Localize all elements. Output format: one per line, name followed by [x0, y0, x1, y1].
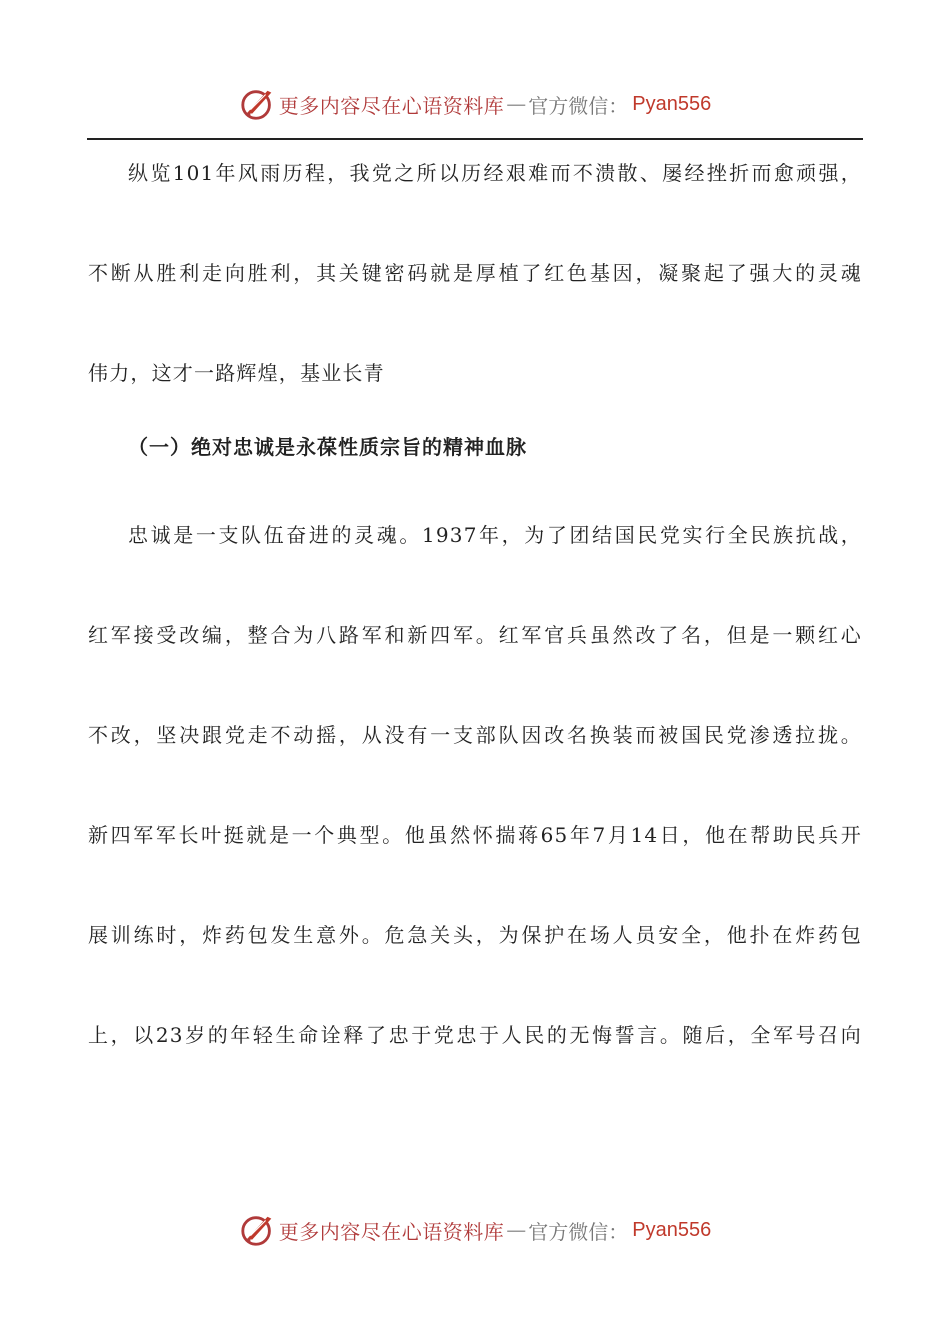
quill-pen-logo-icon — [239, 85, 277, 123]
paragraph-line: 上，以23岁的年轻生命诠释了忠于党忠于人民的无悔誓言。随后，全军号召向 — [88, 1023, 862, 1047]
footer-wechat-id: Pyan556 — [632, 1218, 712, 1241]
header-brand — [239, 85, 711, 123]
document-body — [88, 150, 862, 1112]
paragraph-line: 红军接受改编，整合为八路军和新四军。红军官兵虽然改了名，但是一颗红心 — [88, 623, 862, 647]
page-footer — [0, 1208, 950, 1252]
header-separator: — — [506, 92, 527, 116]
footer-separator: — — [506, 1218, 527, 1242]
paragraph-line: 纵览101年风雨历程，我党之所以历经艰难而不溃散、屡经挫折而愈顽强， — [128, 161, 862, 185]
paragraph-line: 忠诚是一支队伍奋进的灵魂。1937年，为了团结国民党实行全民族抗战， — [128, 523, 862, 547]
paragraph-line: 伟力，这才一路辉煌，基业长青 — [88, 361, 385, 385]
paragraph-line: 展训练时，炸药包发生意外。危急关头，为保护在场人员安全，他扑在炸药包 — [88, 923, 862, 947]
footer-subtitle: 官方微信： — [528, 1219, 629, 1244]
paragraph-line: 不断从胜利走向胜利，其关键密码就是厚植了红色基因，凝聚起了强大的灵魂 — [88, 261, 862, 285]
paragraph-line: 新四军军长叶挺就是一个典型。他虽然怀揣蒋65年7月14日，他在帮助民兵开 — [88, 823, 862, 847]
paragraph-1 — [88, 150, 862, 424]
footer-brand — [239, 1211, 711, 1249]
paragraph-line: 不改，坚决跟党走不动摇，从没有一支部队因改名换装而被国民党渗透拉拢。 — [88, 723, 862, 747]
header-brand-text: 更多内容尽在心语资料库 — [278, 93, 505, 118]
page-header — [0, 82, 950, 126]
header-divider — [87, 138, 863, 140]
quill-pen-logo-icon — [239, 1211, 277, 1249]
footer-brand-text: 更多内容尽在心语资料库 — [278, 1219, 505, 1244]
header-subtitle: 官方微信： — [528, 93, 629, 118]
paragraph-2 — [88, 512, 862, 1112]
section-heading: （一）绝对忠诚是永葆性质宗旨的精神血脉 — [128, 435, 527, 459]
header-wechat-id: Pyan556 — [632, 92, 712, 115]
